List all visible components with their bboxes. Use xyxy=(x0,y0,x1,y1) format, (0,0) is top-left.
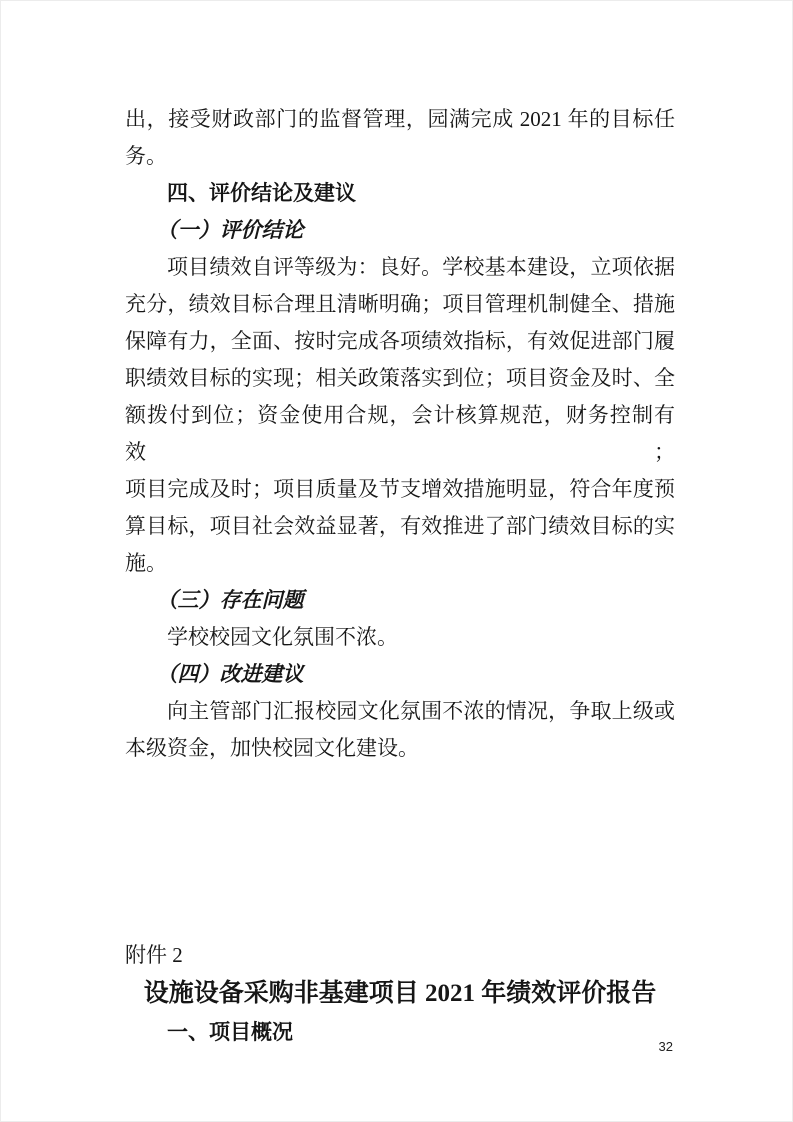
text-line: 充分，绩效目标合理且清晰明确；项目管理机制健全、措施 xyxy=(125,292,675,316)
text-line: 务。 xyxy=(125,144,167,168)
attachment-label: 附件 2 xyxy=(125,943,183,967)
attachment-title: 设施设备采购非基建项目 2021 年绩效评价报告 xyxy=(143,980,657,1007)
paragraph-continuation xyxy=(125,101,675,175)
text-line: 本级资金，加快校园文化建设。 xyxy=(125,736,419,760)
blank-gap xyxy=(125,767,675,937)
subsection-heading-4-4: （四）改进建议 xyxy=(156,662,304,686)
text-line: 算目标，项目社会效益显著，有效推进了部门绩效目标的实 xyxy=(125,514,675,538)
text-line: 项目完成及时；项目质量及节支增效措施明显，符合年度预 xyxy=(125,477,675,501)
text-line: 向主管部门汇报校园文化氛围不浓的情况，争取上级或 xyxy=(167,699,675,723)
paragraph-evaluation-conclusion xyxy=(125,249,675,582)
text-line: 额拨付到位；资金使用合规，会计核算规范，财务控制有效； xyxy=(125,403,675,464)
attachment-section-heading-1: 一、项目概况 xyxy=(167,1021,293,1044)
text-line: 项目绩效自评等级为：良好。学校基本建设，立项依据 xyxy=(167,255,675,279)
subsection-heading-4-1: （一）评价结论 xyxy=(156,218,304,242)
text-line: 施。 xyxy=(125,551,167,575)
page-number: 32 xyxy=(658,1039,673,1054)
page-content xyxy=(125,101,675,1051)
section-heading-4: 四、评价结论及建议 xyxy=(167,182,356,205)
subsection-heading-4-3: （三）存在问题 xyxy=(156,588,304,612)
paragraph-improvement-suggestions xyxy=(125,693,675,767)
paragraph-existing-problems xyxy=(125,619,675,656)
text-line: 学校校园文化氛围不浓。 xyxy=(167,625,398,649)
text-line: 职绩效目标的实现；相关政策落实到位；项目资金及时、全 xyxy=(125,366,675,390)
text-line: 保障有力，全面、按时完成各项绩效指标，有效促进部门履 xyxy=(125,329,675,353)
text-line: 出，接受财政部门的监督管理，园满完成 2021 年的目标任 xyxy=(125,107,675,131)
